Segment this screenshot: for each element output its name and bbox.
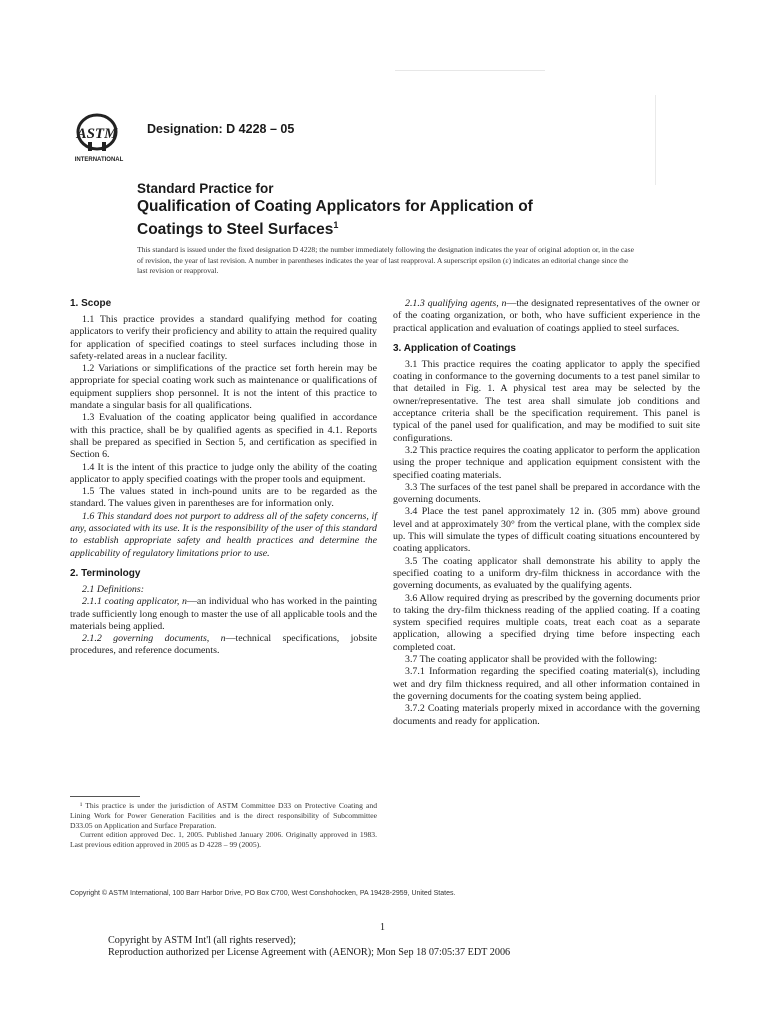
term-definition: —an individual who has worked in the painting trade sufficiently long enough to master the use of all applicable tools and the materials being applied. bbox=[70, 596, 377, 632]
paragraph: 3.1 This practice requires the coating applicator to apply the specified coating in conformance to the governing documents to a test panel similar to that detailed in Fig. 1. A physical test area may be selected by the owner/representative. The test area shall simulate job conditions and acceptance criteria shall be the specification requirement. This panel is typical of the panel used for qualification, and may be modified to suit site configurations. bbox=[393, 358, 700, 444]
section-heading: 1. Scope bbox=[70, 298, 112, 309]
section-scope bbox=[70, 298, 377, 560]
standard-note: This standard is issued under the fixed designation D 4228; the number immediately following the designation indicates the year of original adoption or, in the case of revision, the year of last revision. A number in parentheses indicates the year of last reapproval. A superscript epsilon (ε) indicates an editorial change since the last revision or reapproval. bbox=[137, 245, 634, 276]
paragraph: 3.7 The coating applicator shall be provided with the following: bbox=[405, 654, 658, 666]
left-column bbox=[70, 298, 377, 658]
title-line-1: Qualification of Coating Applicators for Application of bbox=[137, 198, 533, 215]
paragraph: 1.4 It is the intent of this practice to judge only the ability of the coating applicator to apply specified coatings with the proper tools and equipment. bbox=[70, 461, 377, 485]
title-line-2: Coatings to Steel Surfaces bbox=[137, 221, 334, 239]
scan-artifact bbox=[655, 95, 656, 185]
scan-artifact bbox=[395, 70, 545, 71]
paragraph: 3.3 The surfaces of the test panel shall be prepared in accordance with the governing documents. bbox=[393, 481, 700, 506]
astm-address: Copyright © ASTM International, 100 Barr Harbor Drive, PO Box C700, West Conshohocken, PA 19428-2959, United States. bbox=[70, 890, 456, 897]
footnote-text: ¹ This practice is under the jurisdiction of ASTM Committee D33 on Protective Coating and Lining Work for Power Generation Facilities and is the direct responsibility of Subcommittee D33.05 on Application and Surface Preparation. bbox=[70, 801, 377, 830]
astm-logo-mark bbox=[66, 112, 132, 164]
footnote-text: Current edition approved Dec. 1, 2005. Published January 2006. Originally approved in 1983. Last previous edition approved in 2005 as D 4228 – 99 (2005). bbox=[70, 830, 377, 850]
footnote bbox=[70, 796, 377, 850]
page-number: 1 bbox=[380, 922, 385, 933]
term-definition: —the designated representatives of the owner or of the coating organization, or both, who have sufficient experience in the practical application and evaluation of coatings applied to steel surfaces. bbox=[393, 298, 700, 334]
term: 2.1.3 qualifying agents, n bbox=[405, 298, 507, 309]
right-column bbox=[393, 298, 700, 728]
term: 2.1.2 governing documents, n bbox=[82, 633, 226, 645]
paragraph: 3.5 The coating applicator shall demonstrate his ability to apply the specified coating to a uniform dry-film thickness in accordance with the governing documents, as evaluated by the qualifying agents. bbox=[393, 555, 700, 592]
definition bbox=[70, 633, 377, 658]
definition bbox=[70, 596, 377, 633]
definition bbox=[393, 298, 700, 335]
paragraph: 1.1 This practice provides a standard qualifying method for coating applicators to verify their proficiency and ability to attain the required quality for application of specified coatings to steel surfaces including those in safety-related areas in a nuclear facility. bbox=[70, 314, 377, 362]
paragraph: 3.2 This practice requires the coating applicator to perform the application using the proper technique and application equipment consistent with the specified coating materials. bbox=[393, 444, 700, 481]
document-title bbox=[137, 197, 697, 239]
title-block bbox=[137, 180, 697, 239]
paragraph: 3.6 Allow required drying as prescribed by the governing documents prior to taking the dry-film thickness reading of the applied coating. If a coating system specified requires multiple coats, treat each coat as a separate application, allowing a specified drying time before inspecting each completed coat. bbox=[393, 592, 700, 653]
section-terminology bbox=[70, 568, 377, 658]
paragraph: 3.7.1 Information regarding the specified coating material(s), including wet and dry film thickness required, and all other information contained in the governing documents for the coating system being applied. bbox=[393, 666, 700, 702]
section-heading: 2. Terminology bbox=[70, 567, 141, 579]
paragraph: 3.7.2 Coating materials properly mixed in accordance with the governing documents and ready for application. bbox=[393, 703, 700, 727]
section-heading: 3. Application of Coatings bbox=[393, 342, 516, 354]
term: 2.1.1 coating applicator, n bbox=[82, 596, 187, 608]
term-definition: —technical specifications, jobsite procedures, and reference documents. bbox=[70, 633, 377, 657]
svg-text:INTERNATIONAL: INTERNATIONAL bbox=[74, 157, 124, 163]
designation: Designation: D 4228 – 05 bbox=[147, 122, 295, 136]
paragraph: 1.3 Evaluation of the coating applicator being qualified in accordance with this practice, shall be by qualified agents as specified in 4.1. Reports shall be prepared as specified in Section 5, and certification as specified in Section 6. bbox=[70, 412, 377, 461]
copyright-notice bbox=[108, 935, 510, 960]
paragraph: 2.1 Definitions: bbox=[82, 583, 144, 595]
svg-text:ASTM: ASTM bbox=[76, 126, 118, 142]
paragraph: 1.5 The values stated in inch-pound units are to be regarded as the standard. The values given in parentheses are for information only. bbox=[70, 486, 377, 510]
license-line: Reproduction authorized per License Agreement with (AENOR); Mon Sep 18 07:05:37 EDT 2006 bbox=[108, 947, 511, 959]
title-footnote-mark: 1 bbox=[333, 220, 339, 230]
paragraph: 3.4 Place the test panel approximately 12 in. (305 mm) above ground level and at approximately 30° from the vertical plane, with the complex side up. This will simulate the types of difficult coating situations encountered by coating applicators. bbox=[393, 506, 700, 555]
footnote-rule bbox=[70, 796, 140, 797]
astm-logo bbox=[66, 112, 132, 164]
title-prefix: Standard Practice for bbox=[137, 181, 274, 196]
copyright-line: Copyright by ASTM Int'l (all rights reserved); bbox=[108, 935, 297, 946]
section-application bbox=[393, 343, 700, 728]
paragraph: 1.2 Variations or simplifications of the practice set forth herein may be appropriate for special coating work such as maintenance or qualifications of equipment suppliers shop personnel. It is not the intent of this practice to mandate a singular basis for all qualifications. bbox=[70, 363, 377, 412]
paragraph: 1.6 This standard does not purport to address all of the safety concerns, if any, associated with its use. It is the responsibility of the user of this standard to establish appropriate safety and health practices and determine the applicability of regulatory limitations prior to use. bbox=[70, 510, 377, 559]
